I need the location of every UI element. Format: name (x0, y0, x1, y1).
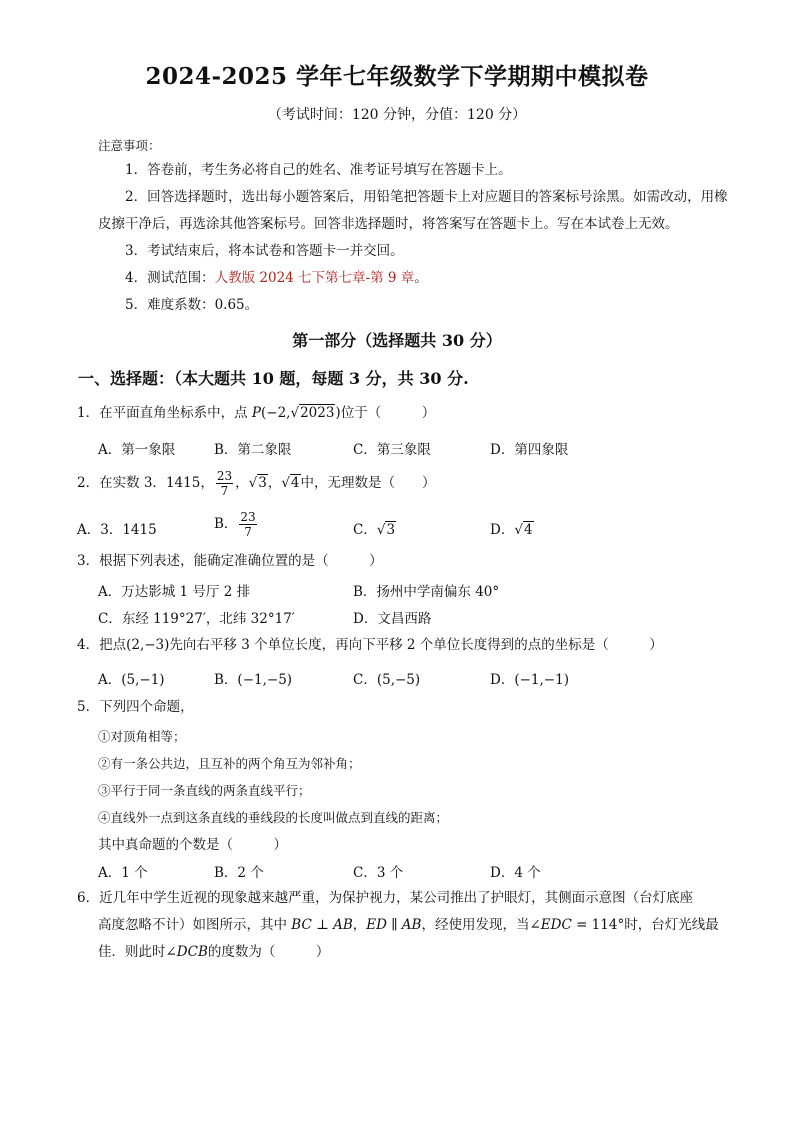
q4-option-d-label: D． (490, 672, 515, 688)
q5-prop-3: ③平行于同一条直线的两条直线平行； (98, 783, 311, 798)
note-4-label: 4．测试范围： (125, 270, 215, 286)
notes-heading: 注意事项： (98, 138, 161, 153)
q1-coord-b: ) (335, 405, 341, 421)
note-4 (98, 265, 728, 292)
q5-option-a: A．1 个 (98, 865, 148, 881)
q4-option-c-label: C． (353, 672, 377, 688)
q2-option-b-den: 7 (244, 525, 252, 539)
q2-option-c-sqrt: √3 (376, 522, 396, 538)
q3-option-b: B．扬州中学南偏东 40° (353, 584, 500, 600)
q4-option-a (98, 668, 165, 688)
q2-option-c-label: C． (353, 522, 377, 538)
q2-fraction (216, 469, 233, 498)
q1-radicand: 2023 (300, 405, 335, 421)
q1-sqrt: √2023 (290, 405, 335, 421)
q6-line2-b: ，经使用发现，当 (421, 917, 530, 933)
q6-line2-c: 时，台灯光线最 (624, 917, 719, 933)
q4-option-c (353, 668, 420, 688)
question-2-stem (77, 469, 737, 498)
q4-option-d (490, 668, 569, 688)
q6-line3-b: 的度数为（ ） (207, 944, 330, 960)
q6-line3-a: 佳．则此时 (98, 944, 166, 960)
part-one-title: 第一部分（选择题共 30 分） (292, 331, 502, 350)
q6-ed: ED (366, 917, 387, 933)
q6-line2-a: 高度忽略不计）如图所示，其中 (98, 917, 292, 933)
q2-sqrt-3: √3 (248, 475, 267, 491)
q1-point: P (251, 405, 261, 421)
q6-par: ∥ (386, 917, 402, 933)
q2-option-d-label: D． (490, 522, 515, 538)
q2-option-b-num: 23 (240, 510, 256, 524)
q2-option-d (490, 518, 534, 538)
q4-option-a-value: (5,−1) (121, 672, 165, 688)
question-4-stem (77, 632, 737, 659)
q6-perp: ⊥ (311, 917, 334, 933)
q1-option-d: D．第四象限 (490, 442, 569, 458)
q5-prop-2: ②有一条公共边，且互补的两个角互为邻补角； (98, 756, 361, 771)
q6-line-2 (98, 912, 738, 939)
q2-option-a: A．3．1415 (77, 522, 157, 538)
q6-line-1: 6．近几年中学生近视的现象越来越严重，为保护视力，某公司推出了护眼灯，其侧面示意图（台灯底座 (77, 890, 694, 906)
q5-ask: 其中真命题的个数是（ ） (98, 837, 287, 853)
q5-option-b: B．2 个 (214, 865, 264, 881)
q4-option-b-label: B． (214, 672, 238, 688)
note-1: 1．答卷前，考生务必将自己的姓名、准考证号填写在答题卡上。 (125, 162, 512, 178)
note-4-tail: 。 (414, 270, 428, 286)
q6-angle-edc: ∠EDC (529, 917, 572, 933)
note-4-scope: 人教版 2024 七下第七章-第 9 章 (214, 270, 415, 286)
exam-title: 2024-2025 学年七年级数学下学期期中模拟卷 (145, 63, 649, 90)
q4-option-c-value: (5,−5) (376, 672, 421, 688)
q6-sep: ， (352, 917, 367, 933)
note-2: 2．回答选择题时，选出每小题答案后，用铅笔把答题卡上对应题目的答案标号涂黑。如需改动，用橡皮擦干净后，再选涂其他答案标号。回答非选择题时，将答案写在答题卡上。写在本试卷上无效。 (98, 189, 728, 232)
q2-option-c (353, 518, 396, 538)
q6-ab: AB (333, 917, 353, 933)
q2-option-b-frac (239, 510, 256, 539)
q5-prop-4: ④直线外一点到这条直线的垂线段的长度叫做点到直线的距离； (98, 810, 449, 825)
note-3: 3．考试结束后，将本试卷和答题卡一并交回。 (125, 243, 404, 259)
q6-line-3 (98, 939, 738, 966)
section-one-title: 一、选择题：（本大题共 10 题，每题 3 分，共 30 分. (78, 369, 469, 388)
note-5: 5．难度系数：0.65。 (125, 297, 259, 313)
q1-stem-a: 1．在平面直角坐标系中，点 (77, 405, 252, 421)
q2-option-b-label: B． (214, 516, 238, 532)
q6-bc: BC (291, 917, 312, 933)
q2-option-b (214, 510, 259, 539)
q6-eq: = 114° (571, 917, 625, 933)
q5-prop-1: ①对顶角相等； (98, 729, 186, 744)
q2-sep1: ， (235, 475, 249, 491)
q6-angle-dcb: ∠DCB (165, 944, 208, 960)
q2-sep2: ， (267, 475, 282, 491)
q2-radicand-3: 3 (258, 475, 267, 491)
q1-stem-b: 位于（ ） (340, 405, 436, 421)
q1-coord-a: (−2, (260, 405, 291, 421)
q2-frac-den: 7 (220, 484, 229, 498)
q4-stem-a: 4．把点 (77, 637, 127, 653)
exam-subtitle: （考试时间：120 分钟，分值：120 分） (267, 107, 527, 123)
q4-option-a-label: A． (98, 672, 122, 688)
q2-sqrt-4: √4 (281, 475, 300, 491)
q5-option-c: C．3 个 (353, 865, 404, 881)
q1-option-c: C．第三象限 (353, 442, 431, 458)
q3-option-c: C．东经 119°27′，北纬 32°17′ (98, 611, 295, 627)
q2-frac-num: 23 (216, 469, 233, 483)
q2-radicand-4: 4 (290, 475, 300, 491)
q4-option-b (214, 668, 292, 688)
q4-option-b-value: (−1,−5) (237, 672, 293, 688)
q3-option-a: A．万达影城 1 号厅 2 排 (98, 584, 251, 600)
q1-option-a: A．第一象限 (98, 442, 176, 458)
q2-option-c-radicand: 3 (386, 522, 396, 538)
question-1-stem (77, 400, 737, 427)
question-3-stem: 3．根据下列表述，能确定准确位置的是（ ） (77, 553, 383, 569)
question-5-stem: 5．下列四个命题， (77, 699, 194, 715)
q2-stem-b: 中，无理数是（ ） (300, 475, 436, 491)
q5-option-d: D．4 个 (490, 865, 541, 881)
q4-option-d-value: (−1,−1) (514, 672, 569, 688)
q6-ab2: AB (401, 917, 422, 933)
q2-stem-a: 2．在实数 3．1415， (77, 475, 214, 491)
q4-stem-b: 先向右平移 3 个单位长度，再向下平移 2 个单位长度得到的点的坐标是（ ） (169, 637, 663, 653)
q3-option-d: D．文昌西路 (353, 611, 432, 627)
q2-option-d-radicand: 4 (523, 522, 533, 538)
q2-option-d-sqrt: √4 (514, 522, 533, 538)
q1-option-b: B．第二象限 (214, 442, 292, 458)
q4-point: (2,−3) (126, 637, 170, 653)
